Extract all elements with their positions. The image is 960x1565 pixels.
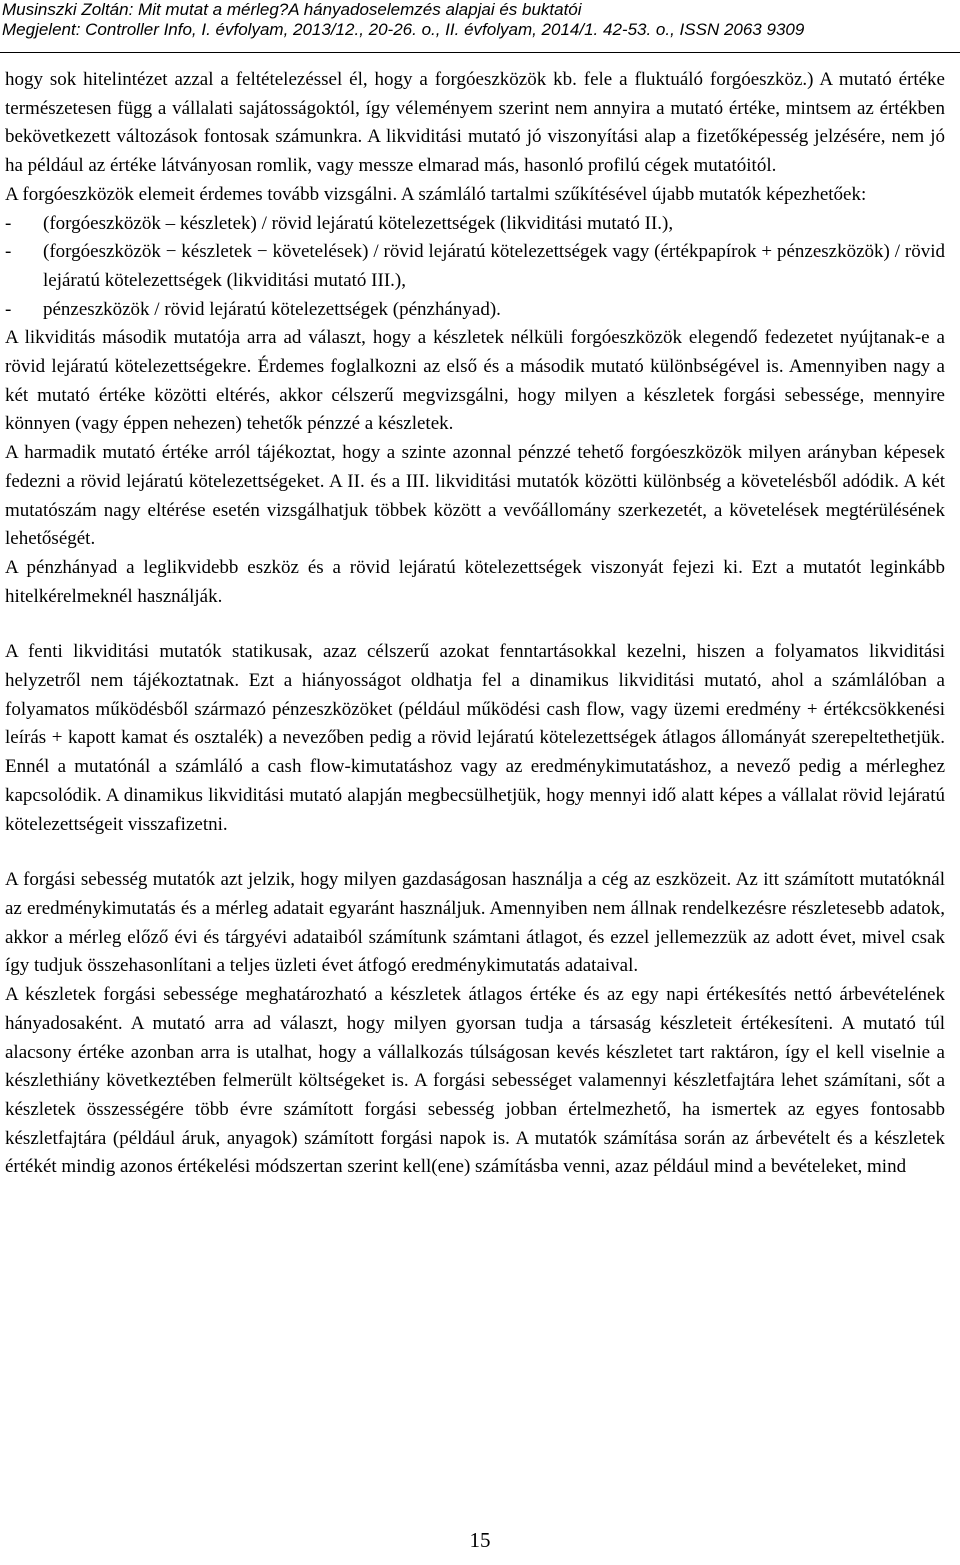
paragraph-turnover-intro: A forgási sebesség mutatók azt jelzik, hogy milyen gazdaságosan használja a cég az eszközeit. Az itt számított mutatóknál az eredménykimutatás és a mérleg adatait egyaránt használjuk. Amennyiben nem állnak rendelkezésre részletesebb adatok, akkor a mérleg előző évi és tárgyévi adataiból számítunk számtani átlagot, és ezzel jellemezzük az adott évet, mivel csak így tudjuk összehasonlítani a teljes üzleti évet átfogó eredménykimutatás adataival. [5,869,945,977]
header-publication-info: Megjelent: Controller Info, I. évfolyam, 2013/12., 20-26. o., II. évfolyam, 2014/1. 42-53. o., ISSN 2063 9309 [2,20,805,39]
paragraph-liquidity-intro: hogy sok hitelintézet azzal a feltételezéssel él, hogy a forgóeszközök kb. fele a fluktuáló forgóeszköz.) A mutató értéke természetesen függ a vállalati sajátosságoktól, így véleményem szerint nem annyira a mutató értéke, mintsem az értékben bekövetkezett változások fontosak számunkra. A likviditási mutató jó viszonyítási alap a fizetőképesség jelzésére, nem jó ha például az értéke látványosan romlik, vagy messze elmarad más, hasonló profilú cégek mutatóitól. [5,69,945,177]
paragraph-inventory-turnover: A készletek forgási sebessége meghatározható a készletek átlagos értéke és az egy napi értékesítés nettó árbevételének hányadosaként. A mutató arra ad választ, hogy milyen gyorsan tudja a társaság készleteit értékesíteni. A mutató túl alacsony értéke azonban arra is utalhat, hogy a vállalkozás túlságosan kevés készletet tart raktáron, így el kell viselnie a készlethiány következtében felmerült költségeket is. A forgási sebességet valamennyi készletfajtára lehet számítani, sőt a készletek összességére több évre számított forgási sebesség jobban értelmezhető, ha ismertek az egyes fontosabb készletfajtára (például áruk, anyagok) számított forgási napok is. A mutatók számítása során az árbevételt és a készletek értékét mindig azonos értékelési módszertan szerint kell(ene) számításba venni, azaz például mind a bevételeket, mind [5,984,945,1178]
paragraph-second-indicator: A likviditás második mutatója arra ad választ, hogy a készletek nélküli forgóeszközök elegendő fedezetet nyújtanak-e a rövid lejáratú kötelezettségekre. Érdemes foglalkozni az első és a második mutató különbségével is. Amennyiben nagy a két mutató értéke közötti eltérés, akkor célszerű megvizsgálni, hogy milyen a készletek forgási sebessége, mennyire könnyen (vagy éppen nehezen) tehetők pénzzé a készletek. [5,327,945,435]
document-body [5,66,945,1182]
paragraph-spacer [5,611,945,638]
header-divider [0,52,960,53]
page-number: 15 [469,1528,491,1552]
indicator-list [5,210,945,325]
list-item-text: (forgóeszközök – készletek) / rövid lejáratú kötelezettségek (likviditási mutató II.), [43,212,674,234]
paragraph-third-indicator: A harmadik mutató értéke arról tájékoztat, hogy a szinte azonnal pénzzé tehető forgóeszközök milyen arányban képesek fedezni a rövid lejáratú kötelezettségeket. A II. és a III. likviditási mutatók közötti különbség a követelésből adódik. A két mutatószám nagy eltérése esetén vizsgálhatjuk többek között a vevőállomány szerkezetét, a követelések megtérülésének lehetőségét. [5,442,945,550]
list-item-text: pénzeszközök / rövid lejáratú kötelezettségek (pénzhányad). [43,298,501,320]
paragraph-cash-ratio: A pénzhányad a leglikvidebb eszköz és a rövid lejáratú kötelezettségek viszonyát fejezi ki. Ezt a mutatót leginkább hitelkérelmeknél használják. [5,556,945,607]
paragraph-dynamic-liquidity: A fenti likviditási mutatók statikusak, azaz célszerű azokat fenntartásokkal kezelni, hiszen a folyamatos likviditási helyzetről nem tájékoztatnak. Ezt a hiányosságot oldhatja fel a dinamikus likviditási mutató, ahol a számlálóban a folyamatos működésből származó pénzeszközöket (például működési cash flow, vagy üzemi eredmény + értékcsökkenési leírás + kapott kamat és osztalék) a nevezőben pedig a rövid lejáratú kötelezettségek átlagos állományát szerepeltethetjük. Ennél a mutatónál a számláló a cash flow-kimutatáshoz vagy az eredménykimutatáshoz, a nevező pedig a mérleghez kapcsolódik. A dinamikus likviditási mutató alapján megbecsülhetjük, hogy mennyi idő alatt képes a vállalat rövid lejáratú kötelezettségeit visszafizetni. [5,641,945,835]
list-dash: - [5,212,12,234]
header-author-title: Musinszki Zoltán: Mit mutat a mérleg?A hányadoselemzés alapjai és buktatói [2,0,582,19]
list-dash: - [5,298,12,320]
list-item [5,296,945,325]
paragraph-spacer [5,839,945,866]
paragraph-current-assets: A forgóeszközök elemeit érdemes tovább vizsgálni. A számláló tartalmi szűkítésével újabb mutatók képezhetőek: [5,183,867,205]
list-item [5,238,945,295]
list-item-text: (forgóeszközök − készletek − követelések) / rövid lejáratú kötelezettségek vagy (értékpapírok + pénzeszközök) / rövid lejáratú kötelezettségek (likviditási mutató III.), [43,241,945,291]
list-item [5,210,945,239]
list-dash: - [5,241,12,263]
